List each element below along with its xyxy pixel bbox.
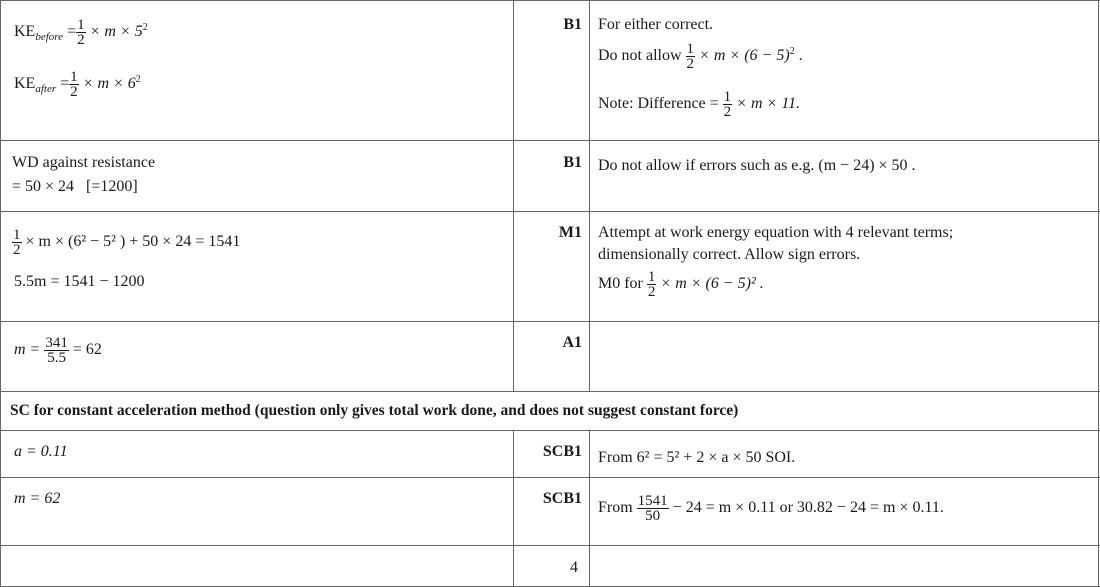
mark-label: SCB1 (542, 443, 582, 460)
bracketed-value: [=1200] (86, 178, 138, 195)
mark-label: M1 (558, 224, 582, 241)
ke-before-expression: $KE_{before}$ = $\frac{1}{2}$ × $m \times 5^2$ (14, 17, 148, 48)
working-text: 5.5m = 1541 − 1200 (14, 273, 145, 290)
guidance-text: Attempt at work energy equation with 4 relevant terms; (598, 224, 954, 241)
col-divider (1098, 0, 1099, 587)
fraction: $\frac{1541}{50}$ (637, 493, 668, 524)
col-divider (589, 0, 590, 391)
row-divider (0, 211, 1100, 212)
guidance-text: Do not allow if errors such as e.g. (m − 24) × 50 . (598, 157, 916, 174)
row-divider (0, 477, 1100, 478)
ke-label: KE (14, 23, 36, 41)
ke-label: KE (14, 75, 36, 93)
row-divider (0, 391, 1100, 392)
guidance-text: For either correct. (598, 16, 714, 33)
mark-label: B1 (563, 16, 582, 33)
guidance-expression: Do not allow $\frac{1}{2}$ × $m \times (6 - 5)^2$ . (598, 41, 803, 72)
answer-text: m = 62 (14, 490, 61, 507)
row-divider (0, 0, 1100, 1)
col-divider (589, 430, 590, 587)
total-marks: 4 (570, 559, 578, 576)
fraction: $\frac{1}{2}$ (723, 89, 732, 120)
guidance-expression: M0 for $\frac{1}{2}$ × m × (6 − 5)² . (598, 269, 764, 300)
mark-label: A1 (562, 334, 582, 351)
fraction: $\frac{1}{2}$ (77, 17, 85, 48)
row-divider (0, 430, 1100, 431)
row-divider (0, 545, 1100, 546)
ke-subscript: after (35, 83, 57, 96)
working-text: WD against resistance (12, 154, 156, 171)
col-divider (0, 0, 1, 587)
ke-subscript: before (35, 31, 64, 44)
working-text: = 50 × 24 [=1200] (12, 178, 138, 195)
row-divider (0, 140, 1100, 141)
fraction: $\frac{1}{2}$ (70, 69, 78, 100)
sc-heading: SC for constant acceleration method (question only gives total work done, and does not suggest constant force) (10, 402, 739, 419)
guidance-expression: Note: Difference = $\frac{1}{2}$ × m × 11. (598, 89, 801, 120)
answer-expression: m = $\frac{341}{5.5}$ = 62 (14, 335, 102, 366)
guidance-expression: From $\frac{1541}{50}$ − 24 = m × 0.11 or 30.82 − 24 = m × 0.11. (598, 493, 944, 524)
mark-label: SCB1 (542, 490, 582, 507)
col-divider (513, 0, 514, 391)
working-expression: $\frac{1}{2}$ × m × (6² − 5² ) + 50 × 24 = 1541 (13, 227, 241, 258)
mark-label: B1 (563, 154, 582, 171)
guidance-text: From 6² = 5² + 2 × a × 50 SOI. (598, 449, 796, 466)
ke-after-expression: $KE_{after}$ = $\frac{1}{2}$ × $m \times 6^2$ (14, 69, 141, 100)
fraction: $\frac{1}{2}$ (647, 269, 656, 300)
fraction: $\frac{1}{2}$ (13, 227, 21, 258)
answer-text: a = 0.11 (14, 443, 68, 460)
fraction: $\frac{1}{2}$ (686, 41, 695, 72)
guidance-text: dimensionally correct. Allow sign errors. (598, 246, 861, 263)
fraction: $\frac{341}{5.5}$ (45, 335, 68, 366)
row-divider (0, 321, 1100, 322)
